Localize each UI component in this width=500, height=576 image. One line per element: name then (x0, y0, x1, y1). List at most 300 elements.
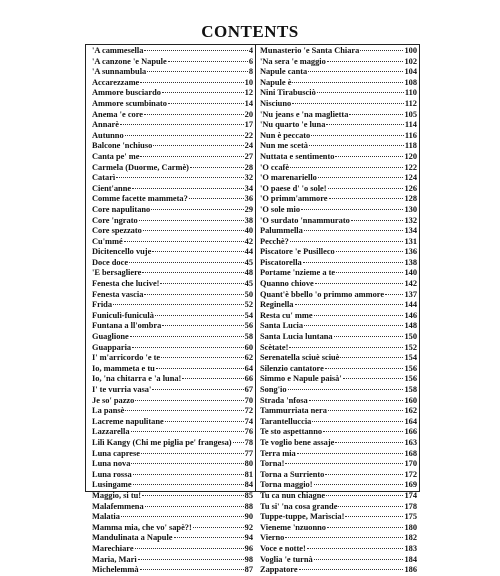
dot-leader (168, 61, 248, 62)
entry-page-number: 131 (404, 236, 417, 246)
contents-entry (92, 247, 253, 258)
entry-title: Strada 'nfosa (260, 395, 308, 405)
contents-entry (260, 99, 417, 110)
contents-entry (260, 184, 417, 195)
contents-entry (92, 141, 253, 152)
entry-title: 'E bersagliere (92, 268, 142, 278)
contents-entry (92, 480, 253, 491)
entry-title: Serenatella sciuè sciuè (260, 353, 340, 363)
entry-title: Lusingame (92, 480, 132, 490)
dot-leader (329, 198, 404, 199)
dot-leader (151, 209, 243, 210)
dot-leader (131, 431, 244, 432)
contents-entry (260, 88, 417, 99)
entry-page-number: 126 (404, 183, 417, 193)
contents-entry (92, 268, 253, 279)
entry-title: Piscatorella (260, 257, 302, 267)
dot-leader (144, 50, 247, 51)
contents-entry (260, 364, 417, 375)
contents-entry (260, 332, 417, 343)
entry-page-number: 154 (404, 353, 417, 363)
dot-leader (336, 251, 404, 252)
contents-entry (260, 78, 417, 89)
entry-page-number: 182 (404, 533, 417, 543)
entry-page-number: 174 (404, 490, 417, 500)
dot-leader (162, 325, 243, 326)
entry-title: Te sto aspettanno (260, 427, 323, 437)
entry-title: Zappatore (260, 565, 298, 575)
entry-title: Accarezzame (92, 77, 140, 87)
entry-page-number: 32 (244, 173, 253, 183)
entry-title: Tarantelluccia (260, 416, 312, 426)
contents-entry (260, 131, 417, 142)
entry-page-number: 120 (404, 151, 417, 161)
entry-title: Nuttata e sentimento (260, 151, 335, 161)
contents-entry (260, 216, 417, 227)
dot-leader (152, 389, 243, 390)
dot-leader (135, 400, 243, 401)
entry-title: Cient'anne (92, 183, 132, 193)
dot-leader (130, 336, 244, 337)
entry-title: Lilì Kangy (Chi me piglia pe' frangesa) (92, 437, 232, 447)
dot-leader (385, 294, 403, 295)
dot-leader (288, 389, 404, 390)
contents-entry (260, 406, 417, 417)
entry-page-number: 180 (404, 522, 417, 532)
entry-title: Vieneme 'nzuonno (260, 522, 326, 532)
dot-leader (335, 442, 403, 443)
contents-entry (260, 565, 417, 576)
dot-leader (351, 220, 404, 221)
entry-page-number: 169 (404, 480, 417, 490)
entry-page-number: 78 (244, 437, 253, 447)
dot-leader (142, 272, 243, 273)
contents-entry (260, 279, 417, 290)
dot-leader (345, 516, 403, 517)
entry-title: 'O ccafè (260, 162, 290, 172)
entry-page-number: 100 (404, 46, 417, 55)
dot-leader (336, 272, 403, 273)
dot-leader (120, 124, 244, 125)
entry-page-number: 166 (404, 427, 417, 437)
contents-entry (92, 565, 253, 576)
entry-title: Portame 'nzieme a te (260, 268, 336, 278)
contents-entry (92, 194, 253, 205)
dot-leader (314, 315, 404, 316)
dot-leader (133, 484, 244, 485)
contents-entry (92, 417, 253, 428)
contents-entry (92, 258, 253, 269)
entry-page-number: 56 (244, 321, 253, 331)
dot-leader (113, 304, 244, 305)
entry-title: Je so' pazzo (92, 395, 135, 405)
entry-page-number: 28 (244, 162, 253, 172)
dot-leader (285, 537, 403, 538)
entry-title: 'A sunnambula (92, 67, 147, 77)
entry-title: Napule è (260, 77, 292, 87)
dot-leader (140, 156, 243, 157)
contents-entry (260, 385, 417, 396)
entry-page-number: 152 (404, 342, 417, 352)
contents-entry (260, 417, 417, 428)
entry-title: Lazzarella (92, 427, 130, 437)
dot-leader (141, 453, 244, 454)
contents-entry (92, 427, 253, 438)
entry-page-number: 105 (404, 109, 417, 119)
entry-title: Cu'mmé (92, 236, 123, 246)
entry-title: Santa Lucia (260, 321, 304, 331)
entry-title: Funtana a ll'ombra (92, 321, 162, 331)
dot-leader (327, 61, 404, 62)
entry-page-number: 102 (404, 56, 417, 66)
contents-entry (92, 374, 253, 385)
entry-page-number: 50 (244, 289, 253, 299)
entry-title: Ammore scumbinato (92, 98, 167, 108)
entry-page-number: 22 (244, 130, 253, 140)
dot-leader (317, 92, 404, 93)
dot-leader (290, 241, 404, 242)
dot-leader (349, 114, 403, 115)
contents-entry (92, 88, 253, 99)
contents-entry (92, 120, 253, 131)
entry-page-number: 150 (404, 332, 417, 342)
entry-title: Catarì (92, 173, 116, 183)
contents-entry (92, 396, 253, 407)
contents-entry (92, 205, 253, 216)
entry-title: Luna caprese (92, 448, 141, 458)
entry-page-number: 110 (404, 88, 417, 98)
entry-page-number: 90 (244, 512, 253, 522)
dot-leader (160, 283, 243, 284)
contents-entry (260, 438, 417, 449)
contents-entry (92, 353, 253, 364)
dot-leader (143, 230, 244, 231)
contents-entry (92, 555, 253, 566)
entry-page-number: 66 (244, 374, 253, 384)
dot-leader (343, 378, 404, 379)
contents-entry (92, 385, 253, 396)
contents-entry (92, 290, 253, 301)
entry-page-number: 92 (244, 522, 253, 532)
entry-page-number: 72 (244, 406, 253, 416)
entry-page-number: 80 (244, 459, 253, 469)
dot-leader (297, 453, 404, 454)
entry-title: Funiculì-funiculà (92, 310, 154, 320)
entry-page-number: 94 (244, 533, 253, 543)
dot-leader (290, 167, 403, 168)
entry-page-number: 8 (248, 67, 253, 77)
dot-leader (292, 82, 403, 83)
contents-entry (92, 343, 253, 354)
entry-title: Lacreme napulitane (92, 416, 164, 426)
entry-page-number: 85 (244, 490, 253, 500)
entry-page-number: 40 (244, 226, 253, 236)
entry-title: Reginella (260, 300, 294, 310)
contents-entry (92, 46, 253, 57)
entry-title: Guapparia (92, 342, 132, 352)
entry-page-number: 112 (404, 98, 417, 108)
entry-page-number: 14 (244, 98, 253, 108)
contents-entry (92, 237, 253, 248)
entry-page-number: 20 (244, 109, 253, 119)
contents-entry (260, 470, 417, 481)
contents-entry (260, 321, 417, 332)
contents-entry (92, 438, 253, 449)
dot-leader (299, 569, 404, 570)
dot-leader (182, 378, 243, 379)
entry-title: Voce e notte! (260, 543, 306, 553)
entry-page-number: 130 (404, 204, 417, 214)
dot-leader (129, 262, 244, 263)
dot-leader (360, 50, 403, 51)
dot-leader (116, 177, 243, 178)
entry-title: Torna maggio! (260, 480, 313, 490)
entry-page-number: 12 (244, 88, 253, 98)
entry-title: 'O paese d' 'o sole! (260, 183, 327, 193)
entry-title: Quant'è bbello 'o primmo ammore (260, 289, 385, 299)
entry-title: Maria, Marì (92, 554, 137, 564)
entry-page-number: 172 (404, 469, 417, 479)
contents-entry (92, 279, 253, 290)
dot-leader (311, 135, 404, 136)
entry-title: Santa Lucia luntana (260, 332, 333, 342)
contents-entry (260, 268, 417, 279)
contents-column-left (92, 46, 253, 576)
entry-title: Terra mia (260, 448, 296, 458)
contents-entry (260, 247, 417, 258)
entry-page-number: 34 (244, 183, 253, 193)
dot-leader (133, 474, 244, 475)
entry-title: Resta cu' mme (260, 310, 313, 320)
entry-title: Torna a Surriento (260, 469, 325, 479)
dot-leader (285, 463, 403, 464)
entry-page-number: 84 (244, 480, 253, 490)
entry-title: Anema 'e core (92, 109, 144, 119)
entry-title: Tu si' 'na cosa grande (260, 501, 338, 511)
contents-entry (92, 523, 253, 534)
entry-title: 'O marenariello (260, 173, 317, 183)
entry-page-number: 76 (244, 427, 253, 437)
dot-leader (155, 315, 244, 316)
contents-entry (260, 533, 417, 544)
entry-page-number: 134 (404, 226, 417, 236)
entry-page-number: 124 (404, 173, 417, 183)
entry-page-number: 144 (404, 300, 417, 310)
contents-entry (260, 173, 417, 184)
entry-title: 'A cammesella (92, 46, 144, 55)
dot-leader (140, 569, 244, 570)
entry-title: Palummella (260, 226, 303, 236)
contents-entry (92, 184, 253, 195)
entry-title: Silenzio cantatore (260, 363, 324, 373)
entry-page-number: 88 (244, 501, 253, 511)
entry-title: Io, 'na chitarra e 'a luna! (92, 374, 182, 384)
entry-title: Dicitencello vuje (92, 247, 152, 257)
contents-entry (260, 502, 417, 513)
entry-page-number: 132 (404, 215, 417, 225)
entry-title: Pecchè? (260, 236, 289, 246)
entry-title: Tammurriata nera (260, 406, 327, 416)
entry-title: Te voglio bene assaje (260, 437, 335, 447)
entry-page-number: 74 (244, 416, 253, 426)
dot-leader (318, 177, 404, 178)
entry-title: Tuppe-tuppe, Marìscia! (260, 512, 345, 522)
contents-entry (260, 427, 417, 438)
entry-title: Ammore busciardo (92, 88, 161, 98)
entry-title: 'O primm'ammore (260, 194, 328, 204)
entry-page-number: 58 (244, 332, 253, 342)
dot-leader (156, 368, 244, 369)
entry-page-number: 81 (244, 469, 253, 479)
entry-title: Mamma mia, che vo' sapè?! (92, 522, 192, 532)
entry-page-number: 163 (404, 437, 417, 447)
entry-title: Nun me scetà (260, 141, 308, 151)
entry-page-number: 158 (404, 385, 417, 394)
contents-entry (92, 321, 253, 332)
entry-page-number: 67 (244, 385, 253, 394)
entry-title: 'O surdato 'nnammurato (260, 215, 350, 225)
entry-title: Marechiare (92, 543, 134, 553)
dot-leader (328, 188, 404, 189)
entry-title: Malatia (92, 512, 120, 522)
entry-page-number: 54 (244, 310, 253, 320)
contents-entry (92, 311, 253, 322)
contents-entry (260, 110, 417, 121)
contents-entry (92, 470, 253, 481)
entry-page-number: 156 (404, 363, 417, 373)
contents-entry (92, 364, 253, 375)
entry-title: Mandulinata a Napule (92, 533, 173, 543)
contents-entry (260, 300, 417, 311)
contents-entry (260, 67, 417, 78)
entry-page-number: 137 (404, 289, 417, 299)
contents-entry (260, 523, 417, 534)
dot-leader (145, 506, 244, 507)
dot-leader (152, 251, 243, 252)
contents-entry (260, 374, 417, 385)
dot-leader (289, 347, 403, 348)
dot-leader (190, 167, 244, 168)
contents-entry (92, 459, 253, 470)
entry-page-number: 48 (244, 268, 253, 278)
entry-page-number: 4 (248, 46, 253, 55)
dot-leader (327, 527, 403, 528)
entry-page-number: 52 (244, 300, 253, 310)
dot-leader (135, 548, 244, 549)
entry-page-number: 164 (404, 416, 417, 426)
dot-leader (174, 537, 244, 538)
dot-leader (193, 527, 244, 528)
dot-leader (325, 368, 404, 369)
dot-leader (121, 516, 244, 517)
entry-page-number: 10 (244, 77, 253, 87)
dot-leader (308, 71, 403, 72)
entry-page-number: 62 (244, 353, 253, 363)
contents-entry (260, 555, 417, 566)
contents-entry (260, 449, 417, 460)
contents-entry (92, 110, 253, 121)
entry-title: Fenesta vascia (92, 289, 144, 299)
entry-page-number: 162 (404, 406, 417, 416)
entry-page-number: 60 (244, 342, 253, 352)
entry-title: Nisciuno (260, 98, 292, 108)
dot-leader (335, 156, 403, 157)
dot-leader (139, 220, 244, 221)
entry-page-number: 122 (404, 162, 417, 172)
entry-page-number: 29 (244, 204, 253, 214)
entry-title: Annarè (92, 120, 119, 130)
entry-title: Canta pe' me (92, 151, 140, 161)
contents-entry (92, 406, 253, 417)
dot-leader (307, 548, 404, 549)
entry-page-number: 104 (404, 67, 417, 77)
contents-entry (260, 353, 417, 364)
entry-page-number: 128 (404, 194, 417, 204)
entry-title: La pansè (92, 406, 125, 416)
entry-title: Core spezzato (92, 226, 142, 236)
dot-leader (144, 114, 244, 115)
entry-page-number: 38 (244, 215, 253, 225)
contents-entry (260, 237, 417, 248)
dot-leader (168, 103, 244, 104)
contents-entry (260, 120, 417, 131)
dot-leader (153, 145, 243, 146)
entry-title: Munasterio 'e Santa Chiara (260, 46, 360, 55)
dot-leader (140, 82, 243, 83)
entry-title: Frida (92, 300, 113, 310)
dot-leader (304, 230, 404, 231)
contents-entry (260, 343, 417, 354)
dot-leader (142, 495, 244, 496)
contents-entry (260, 544, 417, 555)
contents-entry (92, 78, 253, 89)
entry-title: Doce doce (92, 257, 129, 267)
dot-leader (161, 357, 243, 358)
entry-page-number: 136 (404, 247, 417, 257)
column-divider (255, 45, 256, 491)
contents-entry (92, 512, 253, 523)
contents-entry (260, 512, 417, 523)
entry-title: 'O sole mio (260, 204, 301, 214)
contents-entry (92, 533, 253, 544)
dot-leader (325, 474, 403, 475)
contents-entry (260, 290, 417, 301)
dot-leader (314, 484, 404, 485)
entry-page-number: 168 (404, 448, 417, 458)
entry-title: Napule canta (260, 67, 308, 77)
entry-title: Quanno chiove (260, 279, 314, 289)
contents-entry (260, 205, 417, 216)
contents-entry (92, 300, 253, 311)
entry-title: Core napulitano (92, 204, 151, 214)
entry-title: Simmo e Napule paisà' (260, 374, 342, 384)
dot-leader (326, 495, 403, 496)
contents-entry (92, 502, 253, 513)
entry-page-number: 45 (244, 257, 253, 267)
contents-entry (260, 152, 417, 163)
page-title: CONTENTS (201, 22, 299, 41)
dot-leader (338, 506, 403, 507)
contents-entry (92, 332, 253, 343)
contents-entry (92, 226, 253, 237)
contents-entry (92, 449, 253, 460)
contents-entry (92, 131, 253, 142)
entry-page-number: 77 (244, 448, 253, 458)
entry-page-number: 183 (404, 543, 417, 553)
dot-leader (147, 71, 248, 72)
dot-leader (189, 198, 244, 199)
dot-leader (125, 135, 244, 136)
